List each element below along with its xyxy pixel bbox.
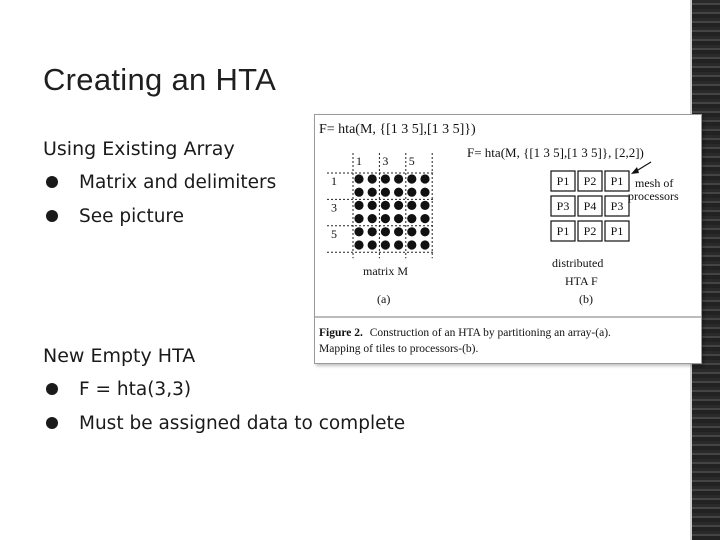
bullet-icon xyxy=(46,383,58,395)
processor-cell-label: P1 xyxy=(610,174,624,188)
matrix-element-dot xyxy=(354,174,363,183)
bullet-icon xyxy=(46,210,58,222)
matrix-element-dot xyxy=(407,227,416,236)
matrix-element-dot xyxy=(420,214,429,223)
slide-title: Creating an HTA xyxy=(43,62,277,97)
bullet-text: Must be assigned data to complete xyxy=(79,413,406,434)
processor-cell-label: P1 xyxy=(556,174,570,188)
matrix-element-dot xyxy=(381,201,390,210)
processor-cell-label: P1 xyxy=(556,224,570,238)
matrix-m xyxy=(327,153,434,258)
matrix-element-dot xyxy=(394,188,403,197)
bullet-item xyxy=(43,413,443,439)
matrix-element-dot xyxy=(420,188,429,197)
matrix-element-dot xyxy=(420,201,429,210)
bullet-text: See picture xyxy=(79,206,185,227)
matrix-element-dot xyxy=(354,214,363,223)
hta-figure xyxy=(314,114,702,364)
mesh-arrow-head xyxy=(631,167,639,174)
label-a: (a) xyxy=(377,292,391,306)
bullet-item xyxy=(43,206,303,232)
matrix-element-dot xyxy=(407,174,416,183)
processor-cell-label: P1 xyxy=(610,224,624,238)
matrix-element-dot xyxy=(420,240,429,249)
caption-line1-text: Construction of an HTA by partitioning an array-(a). xyxy=(369,327,611,339)
matrix-element-dot xyxy=(368,214,377,223)
matrix-element-dot xyxy=(381,174,390,183)
hta-f-label: HTA F xyxy=(565,274,598,288)
matrix-element-dot xyxy=(407,201,416,210)
matrix-element-dot xyxy=(354,240,363,249)
processor-grid xyxy=(551,171,629,241)
matrix-element-dot xyxy=(381,227,390,236)
matrix-element-dot xyxy=(394,201,403,210)
right-code-text: F= hta(M, {[1 3 5],[1 3 5]}, [2,2]) xyxy=(467,145,644,160)
processor-cell-label: P3 xyxy=(610,199,624,213)
bullet-item xyxy=(43,172,303,198)
processor-cell-label: P2 xyxy=(583,224,597,238)
figure-caption-line1 xyxy=(319,327,611,339)
matrix-element-dot xyxy=(354,227,363,236)
section-heading-existing-array: Using Existing Array xyxy=(43,138,235,160)
matrix-element-dot xyxy=(420,174,429,183)
matrix-element-dot xyxy=(394,227,403,236)
bullet-icon xyxy=(46,417,58,429)
mesh-label-line1: mesh of xyxy=(635,176,674,190)
row-delimiter-label: 5 xyxy=(331,226,337,241)
bullet-text: Matrix and delimiters xyxy=(79,172,277,193)
col-delimiter-label: 5 xyxy=(408,154,415,168)
section-heading-new-empty-hta: New Empty HTA xyxy=(43,345,196,367)
row-delimiter-label: 3 xyxy=(331,200,337,215)
matrix-element-dot xyxy=(354,201,363,210)
matrix-element-dot xyxy=(368,188,377,197)
matrix-element-dot xyxy=(381,188,390,197)
matrix-element-dot xyxy=(394,240,403,249)
matrix-element-dot xyxy=(368,174,377,183)
matrix-element-dot xyxy=(354,188,363,197)
matrix-element-dot xyxy=(368,201,377,210)
matrix-element-dot xyxy=(420,227,429,236)
bullet-item xyxy=(43,379,303,405)
matrix-label: matrix M xyxy=(363,264,408,278)
matrix-element-dot xyxy=(394,214,403,223)
figure-caption-line2: Mapping of tiles to processors-(b). xyxy=(319,343,479,355)
matrix-element-dot xyxy=(407,240,416,249)
left-code-text: F= hta(M, {[1 3 5],[1 3 5]}) xyxy=(319,122,476,137)
caption-figure-number: Figure 2. xyxy=(319,327,363,339)
figure-drawing xyxy=(315,115,701,363)
processor-cell-label: P4 xyxy=(583,199,597,213)
processor-cell-label: P3 xyxy=(556,199,570,213)
distributed-label: distributed xyxy=(552,256,604,270)
processor-cell-label: P2 xyxy=(583,174,597,188)
bullet-icon xyxy=(46,176,58,188)
label-b: (b) xyxy=(579,292,593,306)
row-delimiter-label: 1 xyxy=(331,174,337,188)
col-delimiter-label: 3 xyxy=(382,154,389,168)
matrix-element-dot xyxy=(407,188,416,197)
matrix-element-dot xyxy=(368,240,377,249)
matrix-element-dot xyxy=(381,240,390,249)
bullet-text: F = hta(3,3) xyxy=(79,379,192,400)
matrix-element-dot xyxy=(394,174,403,183)
col-delimiter-label: 1 xyxy=(356,154,362,168)
matrix-element-dot xyxy=(407,214,416,223)
matrix-element-dot xyxy=(368,227,377,236)
matrix-element-dot xyxy=(381,214,390,223)
mesh-label-line2: processors xyxy=(628,189,679,203)
